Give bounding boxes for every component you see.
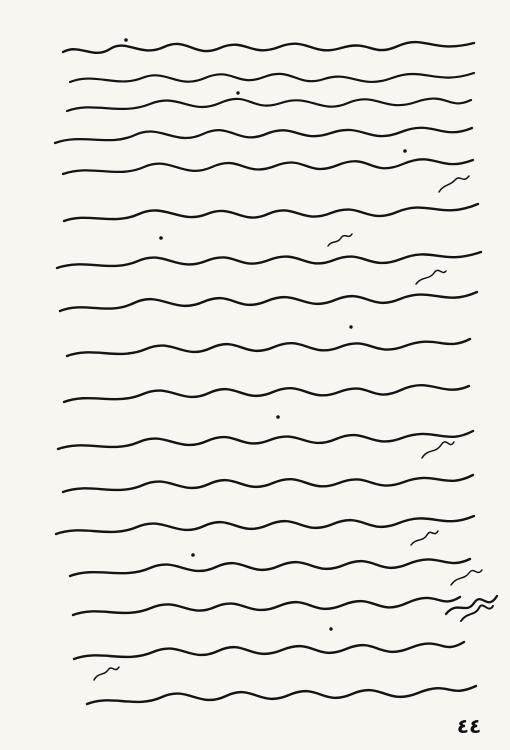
interline-mark-7 xyxy=(94,667,119,680)
manuscript-line-14 xyxy=(70,559,470,576)
manuscript-line-8 xyxy=(60,292,477,311)
manuscript-line-6 xyxy=(64,204,478,221)
manuscript-text-lines xyxy=(55,42,481,704)
interline-mark-3 xyxy=(416,270,446,284)
manuscript-line-13 xyxy=(56,516,474,534)
interline-mark-5 xyxy=(411,531,438,545)
manuscript-line-16 xyxy=(74,642,464,659)
ink-dots xyxy=(124,38,407,631)
manuscript-line-12 xyxy=(63,475,473,492)
manuscript-line-17 xyxy=(87,686,476,704)
manuscript-line-9 xyxy=(67,339,470,356)
manuscript-line-4 xyxy=(55,128,472,143)
margin-note-stroke xyxy=(446,596,497,614)
manuscript-line-3 xyxy=(67,99,471,111)
page-number: ٤٤ xyxy=(456,714,482,738)
manuscript-line-11 xyxy=(58,431,473,449)
interline-mark-4 xyxy=(422,442,454,458)
interline-mark-6 xyxy=(451,570,482,585)
interline-mark-2 xyxy=(328,234,352,246)
manuscript-line-5 xyxy=(63,159,473,174)
manuscript-line-15 xyxy=(73,597,460,615)
interline-marks xyxy=(94,176,482,680)
manuscript-line-7 xyxy=(57,252,481,268)
manuscript-line-2 xyxy=(70,73,474,82)
manuscript-line-1 xyxy=(63,42,474,53)
manuscript-line-10 xyxy=(64,385,469,402)
interline-mark-1 xyxy=(439,176,469,192)
